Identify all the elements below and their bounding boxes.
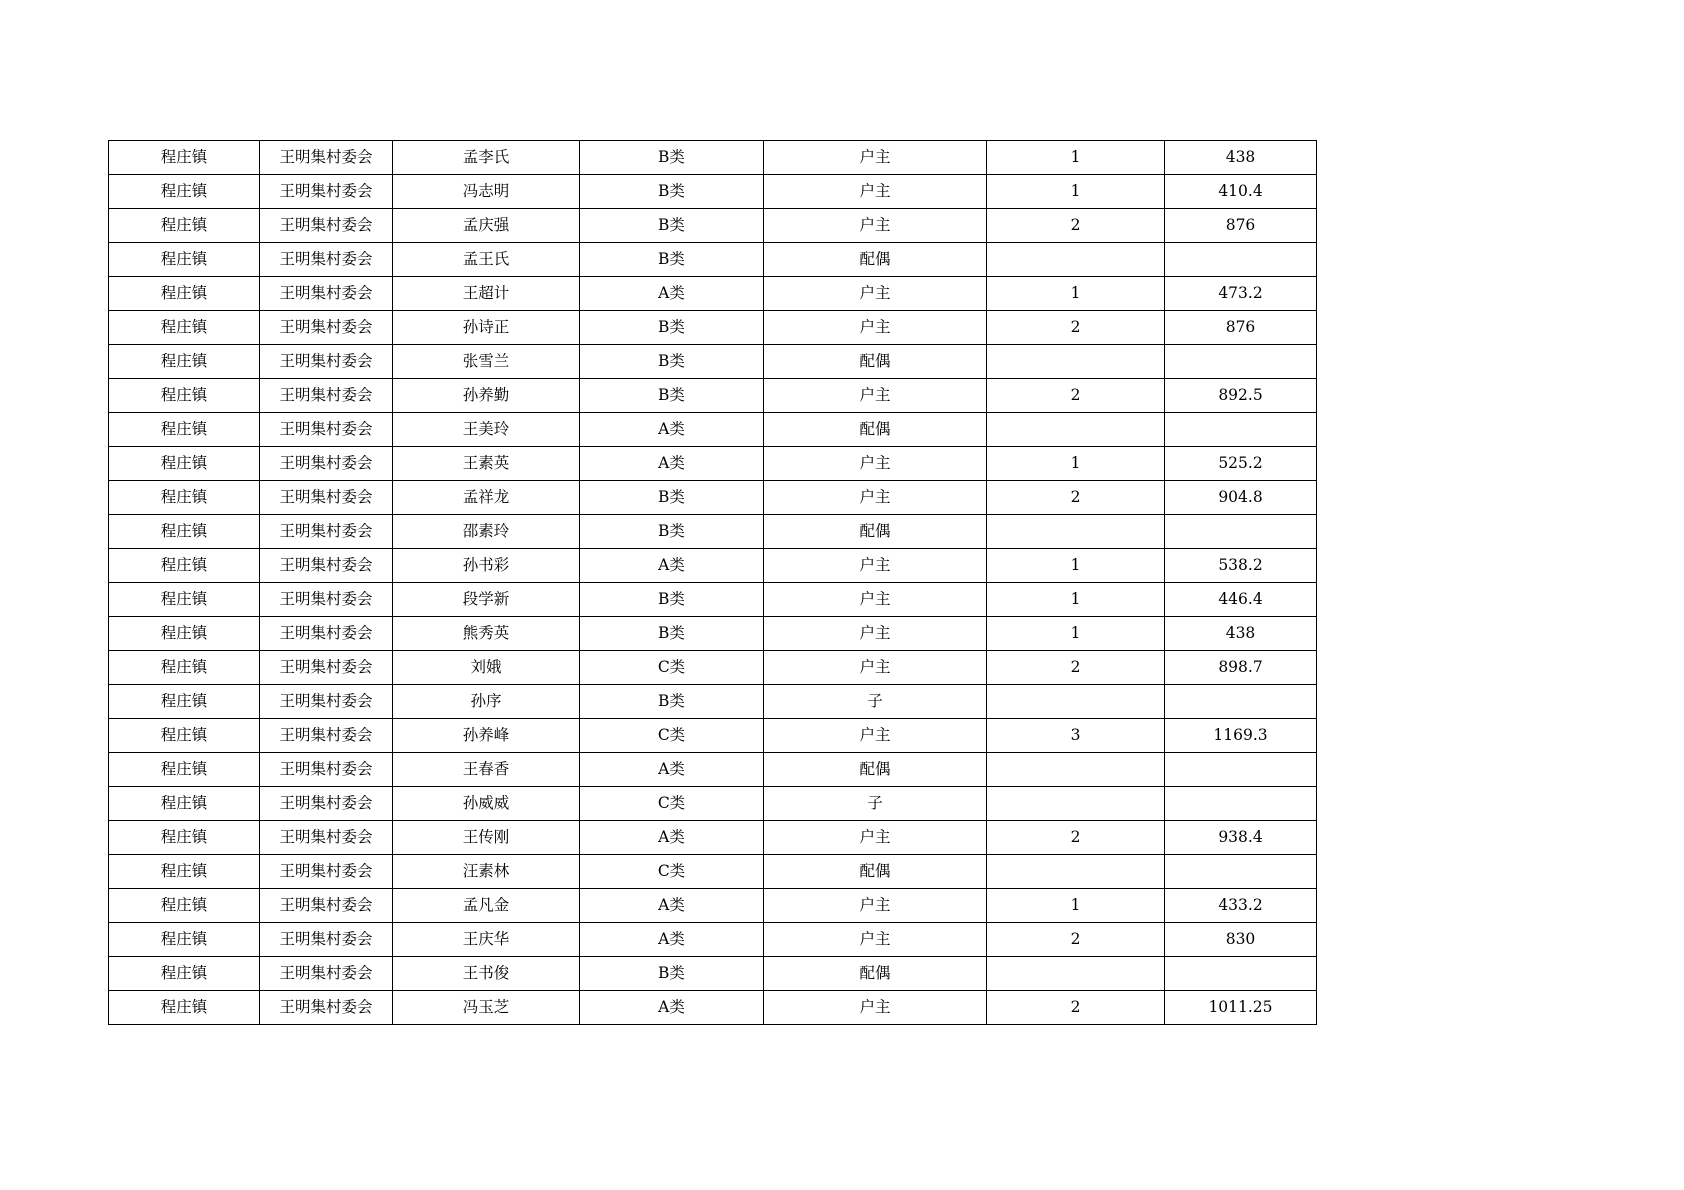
village-committee-cell: 王明集村委会 <box>260 685 393 719</box>
amount-cell <box>1165 685 1317 719</box>
town-cell: 程庄镇 <box>109 209 260 243</box>
table-row <box>109 311 1317 345</box>
town-cell: 程庄镇 <box>109 447 260 481</box>
town-cell: 程庄镇 <box>109 311 260 345</box>
table-row <box>109 685 1317 719</box>
name-cell: 孟凡金 <box>393 889 580 923</box>
name-cell: 王书俊 <box>393 957 580 991</box>
relation-cell: 子 <box>764 685 987 719</box>
amount-cell: 876 <box>1165 311 1317 345</box>
relation-cell: 户主 <box>764 889 987 923</box>
category-cell: B类 <box>580 141 764 175</box>
amount-cell: 438 <box>1165 141 1317 175</box>
household-size-cell: 1 <box>987 549 1165 583</box>
roster-table-body <box>109 141 1317 1025</box>
table-row <box>109 345 1317 379</box>
table-row <box>109 855 1317 889</box>
relation-cell: 配偶 <box>764 243 987 277</box>
village-committee-cell: 王明集村委会 <box>260 889 393 923</box>
name-cell: 孟李氏 <box>393 141 580 175</box>
village-committee-cell: 王明集村委会 <box>260 481 393 515</box>
relation-cell: 户主 <box>764 481 987 515</box>
household-size-cell: 1 <box>987 889 1165 923</box>
household-size-cell <box>987 515 1165 549</box>
village-committee-cell: 王明集村委会 <box>260 821 393 855</box>
amount-cell: 892.5 <box>1165 379 1317 413</box>
relation-cell: 户主 <box>764 651 987 685</box>
town-cell: 程庄镇 <box>109 923 260 957</box>
household-size-cell: 2 <box>987 651 1165 685</box>
village-committee-cell: 王明集村委会 <box>260 787 393 821</box>
village-committee-cell: 王明集村委会 <box>260 651 393 685</box>
village-committee-cell: 王明集村委会 <box>260 379 393 413</box>
name-cell: 张雪兰 <box>393 345 580 379</box>
amount-cell: 433.2 <box>1165 889 1317 923</box>
town-cell: 程庄镇 <box>109 685 260 719</box>
name-cell: 孙养勤 <box>393 379 580 413</box>
table-row <box>109 447 1317 481</box>
table-row <box>109 719 1317 753</box>
category-cell: B类 <box>580 311 764 345</box>
household-size-cell: 2 <box>987 311 1165 345</box>
town-cell: 程庄镇 <box>109 243 260 277</box>
village-committee-cell: 王明集村委会 <box>260 957 393 991</box>
table-row <box>109 753 1317 787</box>
relation-cell: 配偶 <box>764 345 987 379</box>
household-size-cell: 1 <box>987 617 1165 651</box>
town-cell: 程庄镇 <box>109 277 260 311</box>
relation-cell: 户主 <box>764 447 987 481</box>
town-cell: 程庄镇 <box>109 481 260 515</box>
name-cell: 冯志明 <box>393 175 580 209</box>
table-row <box>109 583 1317 617</box>
village-committee-cell: 王明集村委会 <box>260 583 393 617</box>
name-cell: 汪素林 <box>393 855 580 889</box>
table-row <box>109 515 1317 549</box>
relation-cell: 户主 <box>764 923 987 957</box>
amount-cell: 446.4 <box>1165 583 1317 617</box>
relation-cell: 户主 <box>764 549 987 583</box>
category-cell: C类 <box>580 651 764 685</box>
relation-cell: 户主 <box>764 719 987 753</box>
amount-cell: 538.2 <box>1165 549 1317 583</box>
household-size-cell: 2 <box>987 923 1165 957</box>
table-row <box>109 175 1317 209</box>
category-cell: B类 <box>580 957 764 991</box>
relation-cell: 户主 <box>764 175 987 209</box>
village-committee-cell: 王明集村委会 <box>260 277 393 311</box>
amount-cell: 1169.3 <box>1165 719 1317 753</box>
category-cell: C类 <box>580 787 764 821</box>
category-cell: B类 <box>580 481 764 515</box>
household-size-cell: 1 <box>987 447 1165 481</box>
relation-cell: 配偶 <box>764 855 987 889</box>
amount-cell <box>1165 957 1317 991</box>
name-cell: 邵素玲 <box>393 515 580 549</box>
category-cell: A类 <box>580 923 764 957</box>
amount-cell: 1011.25 <box>1165 991 1317 1025</box>
name-cell: 熊秀英 <box>393 617 580 651</box>
town-cell: 程庄镇 <box>109 719 260 753</box>
household-size-cell <box>987 685 1165 719</box>
village-committee-cell: 王明集村委会 <box>260 243 393 277</box>
category-cell: A类 <box>580 821 764 855</box>
household-size-cell <box>987 753 1165 787</box>
category-cell: B类 <box>580 515 764 549</box>
village-committee-cell: 王明集村委会 <box>260 175 393 209</box>
amount-cell: 904.8 <box>1165 481 1317 515</box>
village-committee-cell: 王明集村委会 <box>260 753 393 787</box>
amount-cell: 473.2 <box>1165 277 1317 311</box>
table-row <box>109 821 1317 855</box>
category-cell: A类 <box>580 413 764 447</box>
village-committee-cell: 王明集村委会 <box>260 617 393 651</box>
village-committee-cell: 王明集村委会 <box>260 209 393 243</box>
amount-cell: 938.4 <box>1165 821 1317 855</box>
category-cell: C类 <box>580 855 764 889</box>
village-committee-cell: 王明集村委会 <box>260 141 393 175</box>
relation-cell: 户主 <box>764 311 987 345</box>
town-cell: 程庄镇 <box>109 617 260 651</box>
town-cell: 程庄镇 <box>109 175 260 209</box>
name-cell: 孙养峰 <box>393 719 580 753</box>
relation-cell: 配偶 <box>764 957 987 991</box>
town-cell: 程庄镇 <box>109 753 260 787</box>
table-row <box>109 923 1317 957</box>
relation-cell: 户主 <box>764 379 987 413</box>
name-cell: 冯玉芝 <box>393 991 580 1025</box>
amount-cell <box>1165 243 1317 277</box>
name-cell: 王素英 <box>393 447 580 481</box>
category-cell: A类 <box>580 991 764 1025</box>
town-cell: 程庄镇 <box>109 787 260 821</box>
relation-cell: 子 <box>764 787 987 821</box>
name-cell: 王超计 <box>393 277 580 311</box>
name-cell: 刘娥 <box>393 651 580 685</box>
table-row <box>109 209 1317 243</box>
household-size-cell <box>987 345 1165 379</box>
relation-cell: 配偶 <box>764 413 987 447</box>
village-committee-cell: 王明集村委会 <box>260 719 393 753</box>
household-size-cell: 2 <box>987 991 1165 1025</box>
village-committee-cell: 王明集村委会 <box>260 549 393 583</box>
category-cell: B类 <box>580 617 764 651</box>
table-row <box>109 617 1317 651</box>
category-cell: B类 <box>580 379 764 413</box>
name-cell: 孟王氏 <box>393 243 580 277</box>
village-committee-cell: 王明集村委会 <box>260 413 393 447</box>
relation-cell: 户主 <box>764 991 987 1025</box>
town-cell: 程庄镇 <box>109 515 260 549</box>
amount-cell <box>1165 345 1317 379</box>
household-size-cell <box>987 787 1165 821</box>
relation-cell: 户主 <box>764 141 987 175</box>
relation-cell: 配偶 <box>764 753 987 787</box>
town-cell: 程庄镇 <box>109 991 260 1025</box>
relation-cell: 配偶 <box>764 515 987 549</box>
table-row <box>109 889 1317 923</box>
amount-cell: 830 <box>1165 923 1317 957</box>
category-cell: B类 <box>580 685 764 719</box>
village-committee-cell: 王明集村委会 <box>260 447 393 481</box>
village-committee-cell: 王明集村委会 <box>260 855 393 889</box>
town-cell: 程庄镇 <box>109 583 260 617</box>
category-cell: B类 <box>580 345 764 379</box>
relation-cell: 户主 <box>764 617 987 651</box>
village-committee-cell: 王明集村委会 <box>260 515 393 549</box>
category-cell: A类 <box>580 753 764 787</box>
household-size-cell: 1 <box>987 141 1165 175</box>
category-cell: C类 <box>580 719 764 753</box>
table-row <box>109 991 1317 1025</box>
table-row <box>109 787 1317 821</box>
household-size-cell: 1 <box>987 277 1165 311</box>
town-cell: 程庄镇 <box>109 379 260 413</box>
amount-cell <box>1165 787 1317 821</box>
town-cell: 程庄镇 <box>109 413 260 447</box>
name-cell: 孙序 <box>393 685 580 719</box>
name-cell: 孟庆强 <box>393 209 580 243</box>
category-cell: B类 <box>580 583 764 617</box>
category-cell: B类 <box>580 243 764 277</box>
table-row <box>109 277 1317 311</box>
table-row <box>109 549 1317 583</box>
table-row <box>109 141 1317 175</box>
town-cell: 程庄镇 <box>109 855 260 889</box>
household-size-cell <box>987 413 1165 447</box>
table-row <box>109 243 1317 277</box>
table-row <box>109 413 1317 447</box>
relation-cell: 户主 <box>764 277 987 311</box>
town-cell: 程庄镇 <box>109 549 260 583</box>
household-size-cell: 1 <box>987 175 1165 209</box>
town-cell: 程庄镇 <box>109 889 260 923</box>
category-cell: A类 <box>580 277 764 311</box>
household-size-cell: 2 <box>987 209 1165 243</box>
household-size-cell: 3 <box>987 719 1165 753</box>
name-cell: 孙威威 <box>393 787 580 821</box>
name-cell: 孙书彩 <box>393 549 580 583</box>
amount-cell: 438 <box>1165 617 1317 651</box>
town-cell: 程庄镇 <box>109 957 260 991</box>
amount-cell <box>1165 753 1317 787</box>
household-size-cell: 2 <box>987 481 1165 515</box>
amount-cell <box>1165 855 1317 889</box>
amount-cell <box>1165 413 1317 447</box>
household-size-cell <box>987 243 1165 277</box>
amount-cell: 410.4 <box>1165 175 1317 209</box>
category-cell: A类 <box>580 447 764 481</box>
name-cell: 孙诗正 <box>393 311 580 345</box>
name-cell: 段学新 <box>393 583 580 617</box>
relation-cell: 户主 <box>764 821 987 855</box>
name-cell: 王庆华 <box>393 923 580 957</box>
household-size-cell: 2 <box>987 379 1165 413</box>
category-cell: B类 <box>580 209 764 243</box>
relation-cell: 户主 <box>764 583 987 617</box>
village-committee-cell: 王明集村委会 <box>260 923 393 957</box>
household-size-cell <box>987 957 1165 991</box>
name-cell: 王美玲 <box>393 413 580 447</box>
table-row <box>109 481 1317 515</box>
household-size-cell <box>987 855 1165 889</box>
roster-table <box>108 140 1317 1025</box>
household-size-cell: 1 <box>987 583 1165 617</box>
amount-cell: 525.2 <box>1165 447 1317 481</box>
relation-cell: 户主 <box>764 209 987 243</box>
category-cell: A类 <box>580 889 764 923</box>
table-row <box>109 957 1317 991</box>
name-cell: 王传刚 <box>393 821 580 855</box>
amount-cell: 876 <box>1165 209 1317 243</box>
village-committee-cell: 王明集村委会 <box>260 991 393 1025</box>
table-row <box>109 651 1317 685</box>
category-cell: A类 <box>580 549 764 583</box>
table-row <box>109 379 1317 413</box>
category-cell: B类 <box>580 175 764 209</box>
name-cell: 王春香 <box>393 753 580 787</box>
amount-cell <box>1165 515 1317 549</box>
town-cell: 程庄镇 <box>109 141 260 175</box>
amount-cell: 898.7 <box>1165 651 1317 685</box>
household-size-cell: 2 <box>987 821 1165 855</box>
name-cell: 孟祥龙 <box>393 481 580 515</box>
town-cell: 程庄镇 <box>109 345 260 379</box>
town-cell: 程庄镇 <box>109 651 260 685</box>
town-cell: 程庄镇 <box>109 821 260 855</box>
village-committee-cell: 王明集村委会 <box>260 345 393 379</box>
village-committee-cell: 王明集村委会 <box>260 311 393 345</box>
